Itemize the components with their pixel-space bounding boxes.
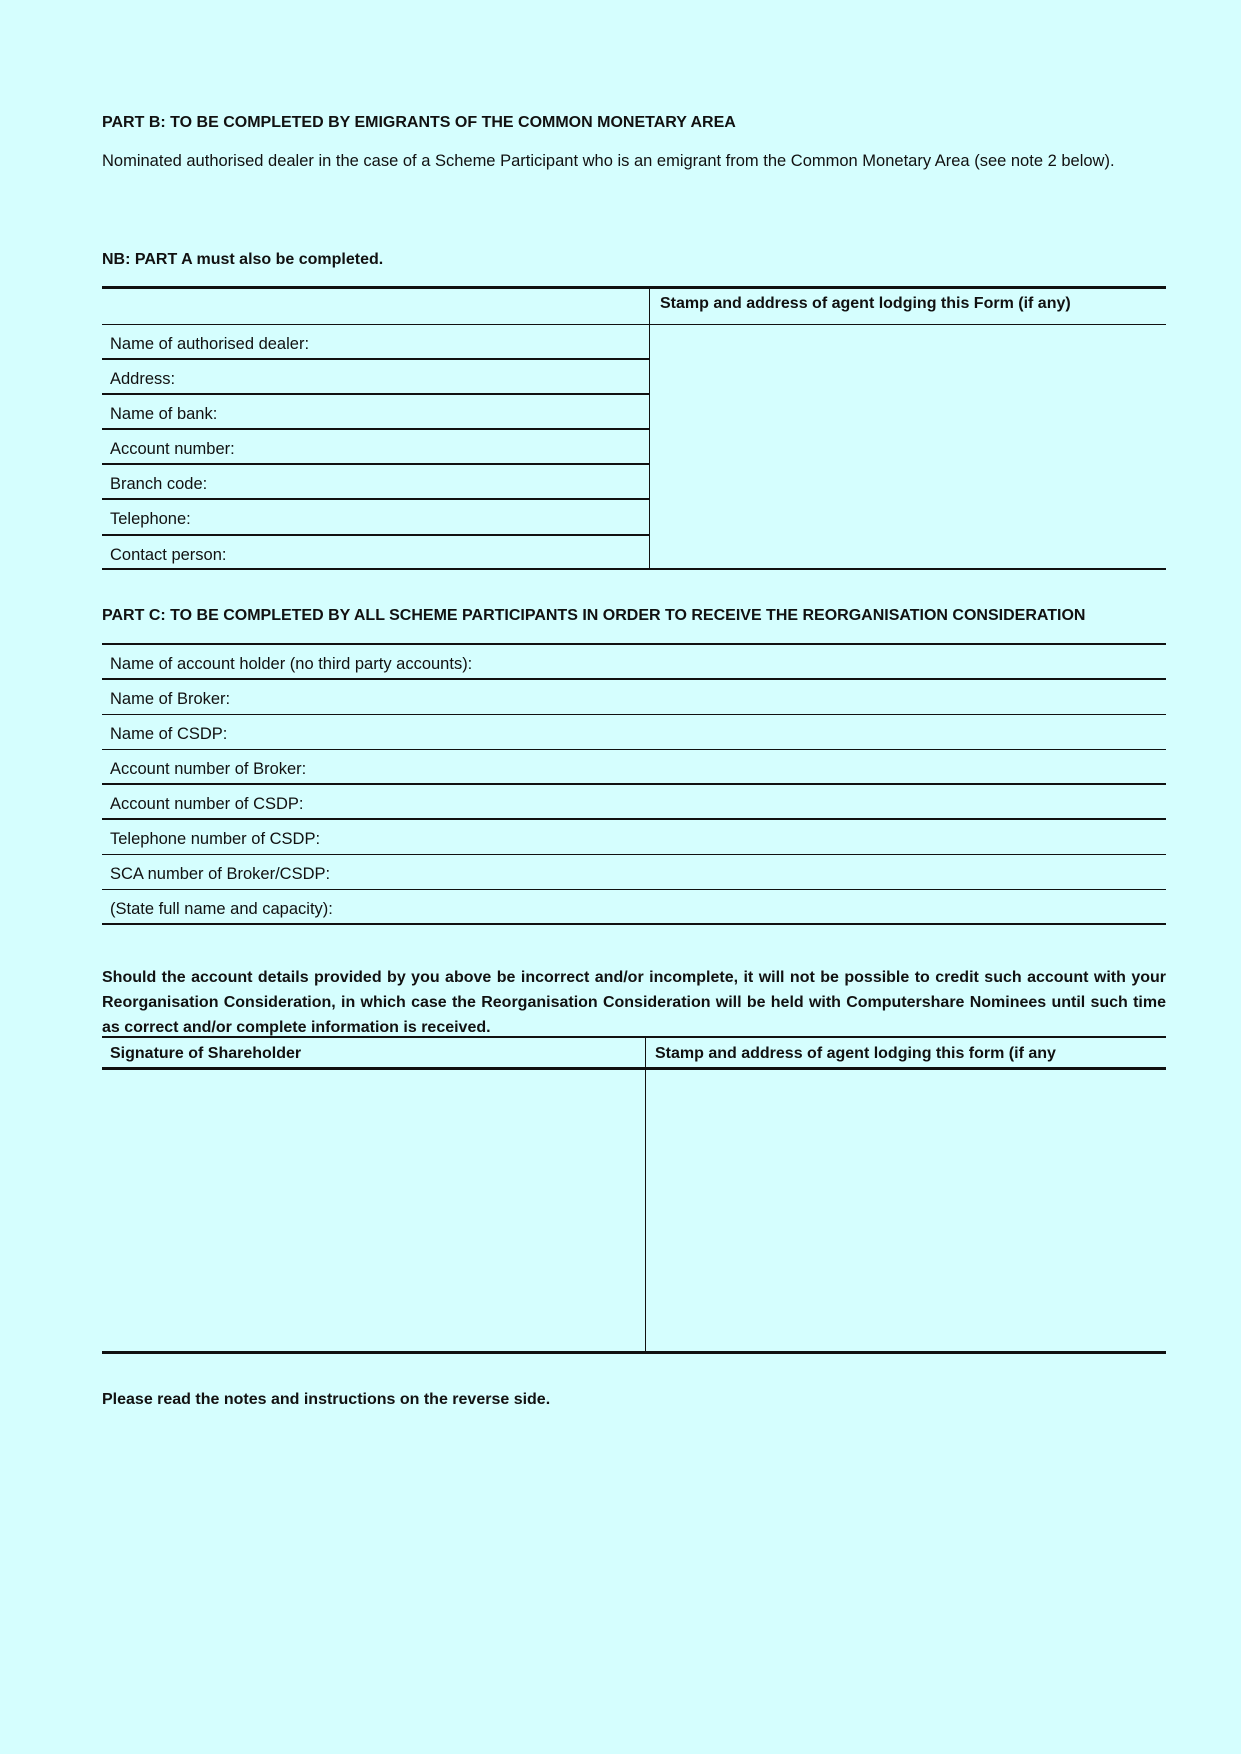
stamp-label: Stamp and address of agent lodging this form (if any [655, 1045, 1056, 1062]
field-authorised-dealer[interactable]: Name of authorised dealer: [102, 325, 649, 360]
signature-label: Signature of Shareholder [110, 1045, 302, 1062]
field-broker-name[interactable]: Name of Broker: [102, 680, 1166, 715]
field-sca-number[interactable]: SCA number of Broker/CSDP: [102, 855, 1166, 890]
field-broker-account-number[interactable]: Account number of Broker: [102, 750, 1166, 785]
signature-table [102, 1036, 1166, 1354]
part-b-blank-header [102, 289, 649, 325]
signature-divider [645, 1038, 646, 1351]
part-b-fields-column [102, 289, 650, 568]
field-address[interactable]: Address: [102, 360, 649, 395]
field-account-holder[interactable]: Name of account holder (no third party accounts): [102, 645, 1166, 680]
field-contact-person[interactable]: Contact person: [110, 545, 227, 564]
field-csdp-account-number[interactable]: Account number of CSDP: [102, 785, 1166, 820]
part-b-heading: PART B: TO BE COMPLETED BY EMIGRANTS OF THE COMMON MONETARY AREA [102, 114, 736, 131]
field-csdp-name[interactable]: Name of CSDP: [102, 715, 1166, 750]
field-name-capacity[interactable]: (State full name and capacity): [102, 890, 1166, 925]
account-warning: Should the account details provided by you above be incorrect and/or incomplete, it will not be possible to credit such account with your Reorganisation Consideration, in which case the Reorganisation Consideration will be held with Computershare Nominees until such time as correct and/or complete information is received. [102, 969, 1166, 1036]
field-branch-code[interactable]: Branch code: [102, 465, 649, 500]
signature-header-row [102, 1038, 1166, 1070]
part-c-table [102, 643, 1166, 925]
footer-note: Please read the notes and instructions on the reverse side. [102, 1391, 551, 1408]
part-b-stamp-header: Stamp and address of agent lodging this Form (if any) [650, 289, 1166, 325]
part-c-heading: PART C: TO BE COMPLETED BY ALL SCHEME PARTICIPANTS IN ORDER TO RECEIVE THE REORGANISATION CONSIDERATION [102, 607, 1086, 624]
field-account-number[interactable]: Account number: [102, 430, 649, 465]
part-b-description: Nominated authorised dealer in the case of a Scheme Participant who is an emigrant from the Common Monetary Area (see note 2 below). [102, 152, 1115, 170]
field-bank-name[interactable]: Name of bank: [102, 395, 649, 430]
field-csdp-telephone[interactable]: Telephone number of CSDP: [102, 820, 1166, 855]
nb-note: NB: PART A must also be completed. [102, 251, 384, 268]
part-b-table [102, 286, 1166, 570]
field-telephone[interactable]: Telephone: [102, 500, 649, 535]
